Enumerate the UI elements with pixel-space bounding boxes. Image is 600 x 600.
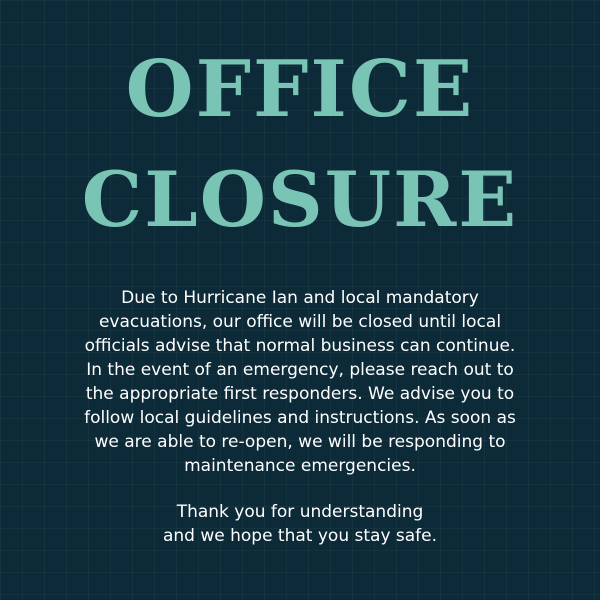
closing-message xyxy=(40,500,560,548)
closure-message xyxy=(40,286,560,478)
message-line: evacuations, our office will be closed until local xyxy=(98,312,502,332)
closing-line: Thank you for understanding xyxy=(176,502,424,522)
message-line: Due to Hurricane Ian and local mandatory xyxy=(121,288,479,308)
message-line: follow local guidelines and instructions. As soon as xyxy=(84,408,516,428)
closing-line: and we hope that you stay safe. xyxy=(162,526,438,546)
message-line: we are able to re-open, we will be responding to xyxy=(94,432,506,452)
title-line-closure: CLOSURE xyxy=(81,155,519,244)
title-line-office: OFFICE xyxy=(125,44,475,135)
message-line: maintenance emergencies. xyxy=(184,456,416,476)
message-line: In the event of an emergency, please reach out to xyxy=(86,360,514,380)
message-line: the appropriate first responders. We advise you to xyxy=(85,384,515,404)
message-line: officials advise that normal business can continue. xyxy=(84,336,516,356)
